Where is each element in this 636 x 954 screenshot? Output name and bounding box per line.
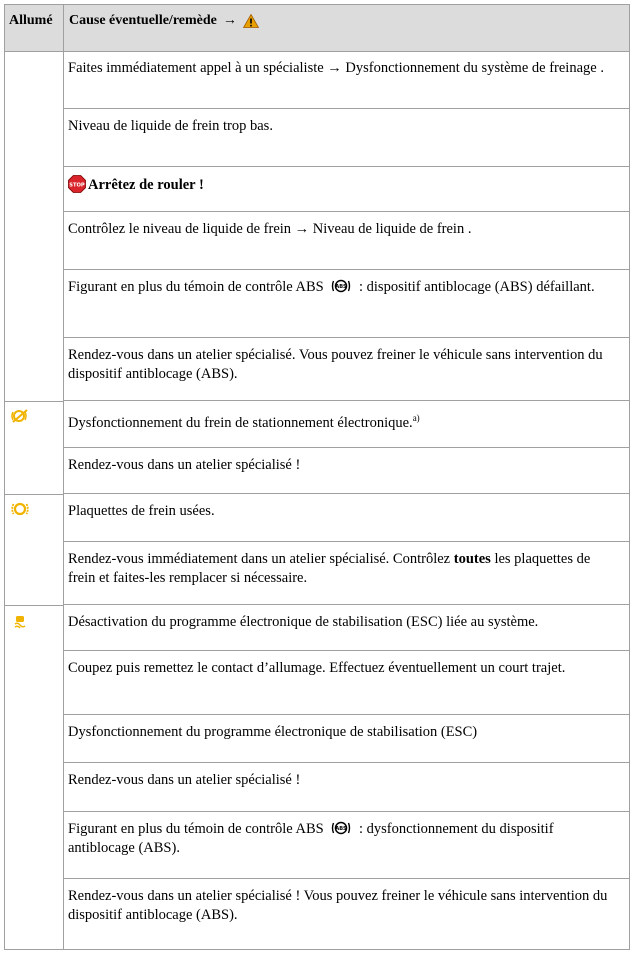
table-row <box>64 448 629 494</box>
row-text <box>68 550 619 588</box>
header-col-cause <box>69 13 259 29</box>
row-text <box>68 820 619 858</box>
row-text-post: les plaquettes de frein et faites-les remplacer si nécessaire. <box>68 551 591 586</box>
row-text: Contrôlez le niveau de liquide de frein → Niveau de liquide de frein . <box>68 221 472 237</box>
row-text: Rendez-vous dans un atelier spécialisé. Vous pouvez freiner le véhicule sans intervention du dispositif antiblocage (ABS). <box>68 347 603 382</box>
table-row <box>64 494 629 542</box>
row-text-pre: Rendez-vous immédiatement dans un atelier spécialisé. Contrôlez <box>68 551 454 567</box>
svg-text:STOP: STOP <box>69 182 85 189</box>
header-col-cause-label: Cause éventuelle/remède <box>69 13 217 28</box>
row-text: Désactivation du programme électronique de stabilisation (ESC) liée au système. <box>68 614 539 630</box>
table-row <box>64 879 629 949</box>
header-arrow: → <box>222 13 237 28</box>
table-header <box>5 5 629 52</box>
table-row <box>64 715 629 763</box>
row-text: Dysfonctionnement du programme électronique de stabilisation (ESC) <box>68 724 478 740</box>
table-row <box>64 812 629 879</box>
table-row <box>64 542 629 605</box>
table-row <box>64 270 629 338</box>
brake-warning-table <box>4 4 630 950</box>
row-text: Rendez-vous dans un atelier spécialisé ! Vous pouvez freiner le véhicule sans intervention du dispositif antiblocage (ABS). <box>68 888 608 923</box>
row-text: Rendez-vous dans un atelier spécialisé ! <box>68 457 301 473</box>
row-text: Niveau de liquide de frein trop bas. <box>68 118 273 134</box>
table-row <box>64 167 629 212</box>
left-group-separator <box>5 494 63 495</box>
table-row <box>64 109 629 167</box>
warning-triangle-icon <box>243 14 259 28</box>
stop-icon <box>68 175 86 193</box>
header-col-allume: Allumé <box>9 13 53 28</box>
table-row <box>64 763 629 812</box>
stop-row-text: Arrêtez de rouler ! <box>88 177 204 193</box>
row-text: Faites immédiatement appel à un spécialiste → Dysfonctionnement du système de freinage . <box>68 60 604 76</box>
abs-icon <box>331 820 351 836</box>
table-row <box>64 51 629 109</box>
brake-pad-wear-icon <box>11 502 29 516</box>
left-group-separator <box>5 401 63 402</box>
stop-row <box>68 175 619 195</box>
abs-icon <box>331 278 351 294</box>
parking-brake-fault-icon <box>11 409 29 423</box>
row-text-pre: Figurant en plus du témoin de contrôle ABS <box>68 279 324 295</box>
row-text-post: : dysfonctionnement du dispositif antiblocage (ABS). <box>68 821 554 856</box>
row-text: Rendez-vous dans un atelier spécialisé ! <box>68 772 301 788</box>
left-group-separator <box>5 605 63 606</box>
row-text-bold: toutes <box>453 551 491 567</box>
row-text: Plaquettes de frein usées. <box>68 503 215 519</box>
row-text-post: : dispositif antiblocage (ABS) défaillant. <box>359 279 595 295</box>
svg-text:ABS: ABS <box>335 284 348 290</box>
table-row <box>64 651 629 715</box>
row-text <box>68 409 619 433</box>
svg-text:ABS: ABS <box>335 826 348 832</box>
esc-icon <box>11 615 29 629</box>
table-row <box>64 212 629 270</box>
footnote-marker: a) <box>412 413 420 423</box>
table-row <box>64 605 629 651</box>
row-text <box>68 278 619 297</box>
table-row <box>64 338 629 401</box>
row-text-pre: Figurant en plus du témoin de contrôle ABS <box>68 821 324 837</box>
row-text-main: Dysfonctionnement du frein de stationnement électronique. <box>68 414 413 431</box>
table-row <box>64 401 629 448</box>
row-text: Coupez puis remettez le contact d’allumage. Effectuez éventuellement un court trajet. <box>68 660 566 676</box>
